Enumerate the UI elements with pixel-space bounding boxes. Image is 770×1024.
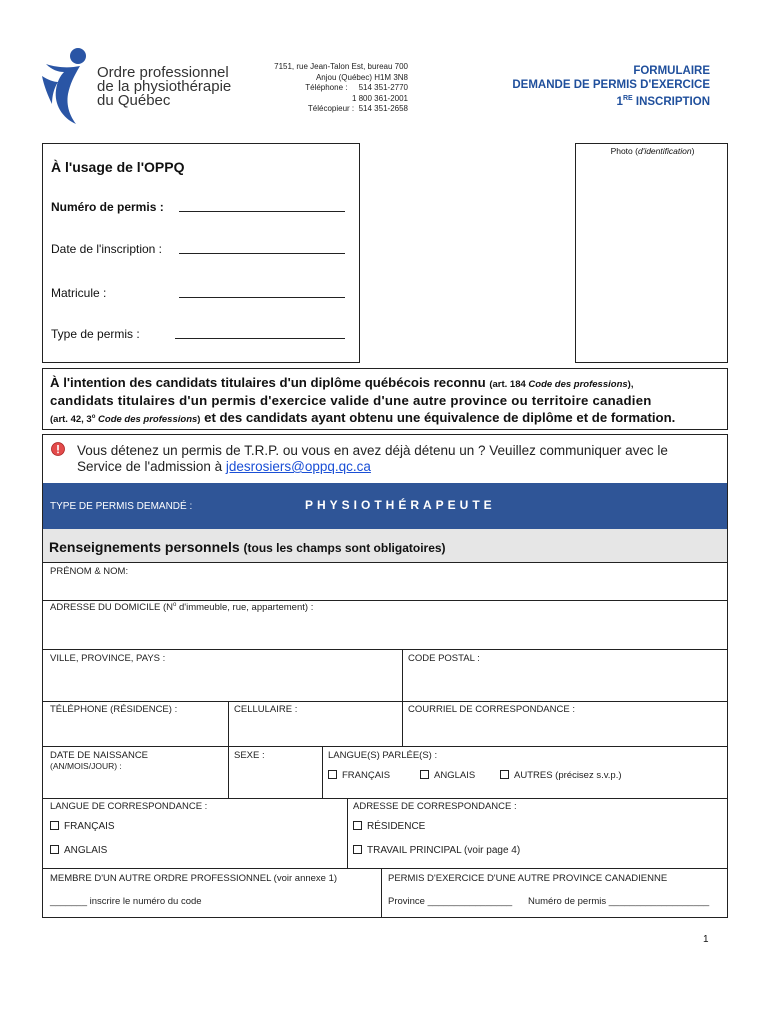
phone-home-label: TÉLÉPHONE (RÉSIDENCE) : xyxy=(50,704,178,715)
address-label: ADRESSE DU DOMICILE ($N^o$ d'immeuble, rue, appartement) : xyxy=(50,602,314,614)
corr-en-option[interactable]: ANGLAIS xyxy=(50,845,107,856)
org-name-line2: de la physiothérapie xyxy=(97,78,232,95)
trp-notice: Vous détenez un permis de T.R.P. ou vous en avez déjà détenu un ? Veuillez communiquer avec le Service de l'admission à jdesrosiers@oppq.qc.ca xyxy=(77,443,668,474)
matricule-label: Matricule : xyxy=(51,286,107,300)
personal-title: Renseignements personnels (tous les champs sont obligatoires) xyxy=(49,539,446,555)
corr-fr-checkbox[interactable] xyxy=(50,821,59,830)
corr-work-option[interactable]: TRAVAIL PRINCIPAL (voir page 4) xyxy=(353,845,520,856)
city-field[interactable] xyxy=(43,650,402,701)
permit-type-label: Type de permis : xyxy=(51,327,140,341)
admission-email-link[interactable]: jdesrosiers@oppq.qc.ca xyxy=(225,459,371,474)
permit-type-bar xyxy=(43,483,727,529)
fax-line: Télécopieur : 514 351-2658 xyxy=(307,104,408,113)
inscription-date-label: Date de l'inscription : xyxy=(51,242,163,256)
member-other-label: MEMBRE D'UN AUTRE ORDRE PROFESSIONNEL (voir annexe 1) xyxy=(50,873,338,884)
cell-label: CELLULAIRE : xyxy=(234,704,298,715)
corr-work-checkbox[interactable] xyxy=(353,845,362,854)
org-name-line1: Ordre professionnel xyxy=(97,64,229,81)
lang-fr-option[interactable]: FRANÇAIS xyxy=(328,770,390,781)
sex-field[interactable] xyxy=(229,747,322,798)
corr-home-checkbox[interactable] xyxy=(353,821,362,830)
intro-box xyxy=(42,368,728,430)
phone-tollfree: 1 800 361-2001 xyxy=(351,93,408,103)
permit-type-bar-value: PHYSIOTHÉRAPEUTE xyxy=(305,498,496,512)
other-permit-label: PERMIS D'EXERCICE D'UNE AUTRE PROVINCE CANADIENNE xyxy=(388,873,668,884)
name-field[interactable] xyxy=(43,564,727,600)
org-name xyxy=(97,66,231,108)
oppq-use-title: À l'usage de l'OPPQ xyxy=(51,159,185,175)
lang-other-checkbox[interactable] xyxy=(500,770,509,779)
warning-icon xyxy=(51,442,65,456)
permit-number-label: Numéro de permis : xyxy=(51,200,164,214)
page-number: 1 xyxy=(703,934,709,945)
permit-type-bar-label: TYPE DE PERMIS DEMANDÉ : xyxy=(50,501,193,512)
intro-text: À l'intention des candidats titulaires d'un diplôme québécois reconnu (art. 184 Code des professions), candidats titulaires d'un permis d'exercice valide d'une autre province ou territoire canadien (art. 42, 3$^o$ Code des professions) et des candidats ayant obtenu une équivalence de diplôme et de formation. xyxy=(50,375,676,426)
corr-en-checkbox[interactable] xyxy=(50,845,59,854)
email-label: COURRIEL DE CORRESPONDANCE : xyxy=(408,704,575,715)
logo-figure-icon xyxy=(40,46,92,126)
inscription-date-field[interactable] xyxy=(179,243,345,254)
postal-label: CODE POSTAL : xyxy=(408,653,480,664)
photo-box[interactable] xyxy=(575,143,728,363)
corr-fr-option[interactable]: FRANÇAIS xyxy=(50,821,115,832)
cell-field[interactable] xyxy=(229,702,402,746)
address-field[interactable] xyxy=(43,601,727,649)
org-name-line3: du Québec xyxy=(97,92,171,109)
phone-home-field[interactable] xyxy=(43,702,228,746)
permit-number-field[interactable] xyxy=(179,201,345,212)
name-label: PRÉNOM & NOM: xyxy=(50,566,129,577)
lang-en-option[interactable]: ANGLAIS xyxy=(420,770,475,781)
birth-field[interactable] xyxy=(43,747,228,798)
sex-label: SEXE : xyxy=(234,750,265,761)
corr-lang-label: LANGUE DE CORRESPONDANCE : xyxy=(50,801,208,812)
email-field[interactable] xyxy=(403,702,727,746)
form-title-line2: DEMANDE DE PERMIS D'EXERCICE xyxy=(512,79,710,91)
province-field[interactable]: Province ________________ xyxy=(388,896,513,907)
corr-addr-label: ADRESSE DE CORRESPONDANCE : xyxy=(353,801,517,812)
permit-number-row xyxy=(51,200,164,214)
form-title xyxy=(470,64,710,109)
permit-num-field[interactable]: Numéro de permis ___________________ xyxy=(528,896,710,907)
birth-label: DATE DE NAISSANCE (AN/MOIS/JOUR) : xyxy=(50,750,149,771)
oppq-use-box xyxy=(42,143,360,363)
city-label: VILLE, PROVINCE, PAYS : xyxy=(50,653,166,664)
personal-header xyxy=(43,529,727,563)
matricule-field[interactable] xyxy=(179,287,345,298)
photo-label: Photo (d'identification) xyxy=(610,146,695,156)
lang-other-option[interactable]: AUTRES (précisez s.v.p.) xyxy=(500,770,622,781)
lang-en-checkbox[interactable] xyxy=(420,770,429,779)
form-title-line3: 1RE INSCRIPTION xyxy=(616,95,710,108)
postal-field[interactable] xyxy=(403,650,727,701)
phone-line: Téléphone : 514 351-2770 xyxy=(305,83,408,92)
oppq-logo xyxy=(40,46,92,126)
address-line1: 7151, rue Jean-Talon Est, bureau 700 xyxy=(274,62,408,71)
permit-type-field[interactable] xyxy=(175,328,345,339)
languages-label: LANGUE(S) PARLÉE(S) : xyxy=(328,750,438,761)
corr-home-option[interactable]: RÉSIDENCE xyxy=(353,821,425,832)
org-contact xyxy=(262,62,408,115)
lang-fr-checkbox[interactable] xyxy=(328,770,337,779)
address-line2: Anjou (Québec) H1M 3N8 xyxy=(315,72,408,82)
member-code-field[interactable]: _______ inscrire le numéro du code xyxy=(50,896,202,907)
form-title-line1: FORMULAIRE xyxy=(633,65,710,77)
